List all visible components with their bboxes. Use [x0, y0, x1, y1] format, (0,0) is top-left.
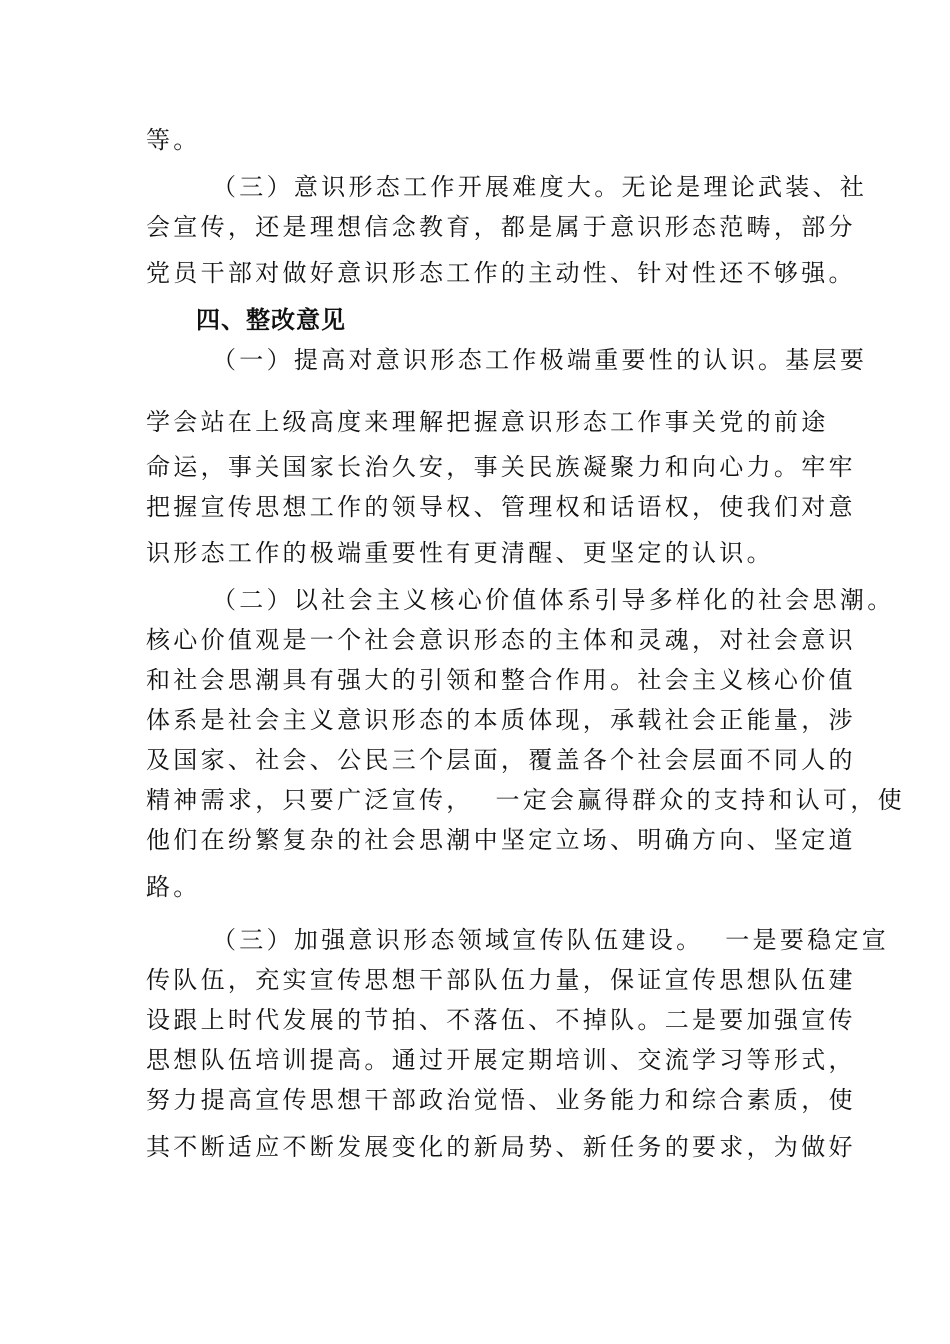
paragraph-line: 他们在纷繁复杂的社会思潮中坚定立场、明确方向、坚定道	[146, 826, 856, 854]
paragraph-line: （三）加强意识形态领域宣传队伍建设。 一是要稳定宣	[212, 926, 890, 954]
paragraph-line: 把握宣传思想工作的领导权、管理权和话语权，使我们对意	[146, 493, 856, 521]
paragraph-line: 其不断适应不断发展变化的新局势、新任务的要求，为做好	[146, 1133, 856, 1161]
paragraph-line: 传队伍，充实宣传思想干部队伍力量，保证宣传思想队伍建	[146, 966, 856, 994]
paragraph-line: 会宣传，还是理想信念教育，都是属于意识形态范畴，部分	[146, 213, 856, 241]
paragraph-line: （三）意识形态工作开展难度大。无论是理论武装、社	[212, 173, 868, 201]
paragraph-line: 核心价值观是一个社会意识形态的主体和灵魂，对社会意识	[146, 626, 856, 654]
section-heading: 四、整改意见	[196, 306, 346, 334]
paragraph-line: 努力提高宣传思想干部政治觉悟、业务能力和综合素质，使	[146, 1086, 856, 1114]
paragraph-line: 思想队伍培训提高。通过开展定期培训、交流学习等形式，	[146, 1046, 856, 1074]
paragraph-line: 设跟上时代发展的节拍、不落伍、不掉队。二是要加强宣传	[146, 1006, 856, 1034]
paragraph-line: 及国家、社会、公民三个层面，覆盖各个社会层面不同人的	[146, 746, 856, 774]
paragraph-line: （二）以社会主义核心价值体系引导多样化的社会思潮。	[212, 586, 895, 614]
paragraph-line: 命运，事关国家长治久安，事关民族凝聚力和向心力。牢牢	[146, 453, 856, 481]
paragraph-line: 等。	[146, 126, 201, 154]
paragraph-line: 识形态工作的极端重要性有更清醒、更坚定的认识。	[146, 539, 774, 567]
paragraph-line: （一）提高对意识形态工作极端重要性的认识。基层要	[212, 346, 868, 374]
paragraph-line: 体系是社会主义意识形态的本质体现，承载社会正能量，涉	[146, 706, 856, 734]
paragraph-line: 和社会思潮具有强大的引领和整合作用。社会主义核心价值	[146, 666, 856, 694]
paragraph-line: 精神需求，只要广泛宣传， 一定会赢得群众的支持和认可，使	[146, 786, 905, 814]
paragraph-line: 党员干部对做好意识形态工作的主动性、针对性还不够强。	[146, 259, 856, 287]
paragraph-line: 学会站在上级高度来理解把握意识形态工作事关党的前途	[146, 408, 829, 436]
paragraph-line: 路。	[146, 873, 201, 901]
